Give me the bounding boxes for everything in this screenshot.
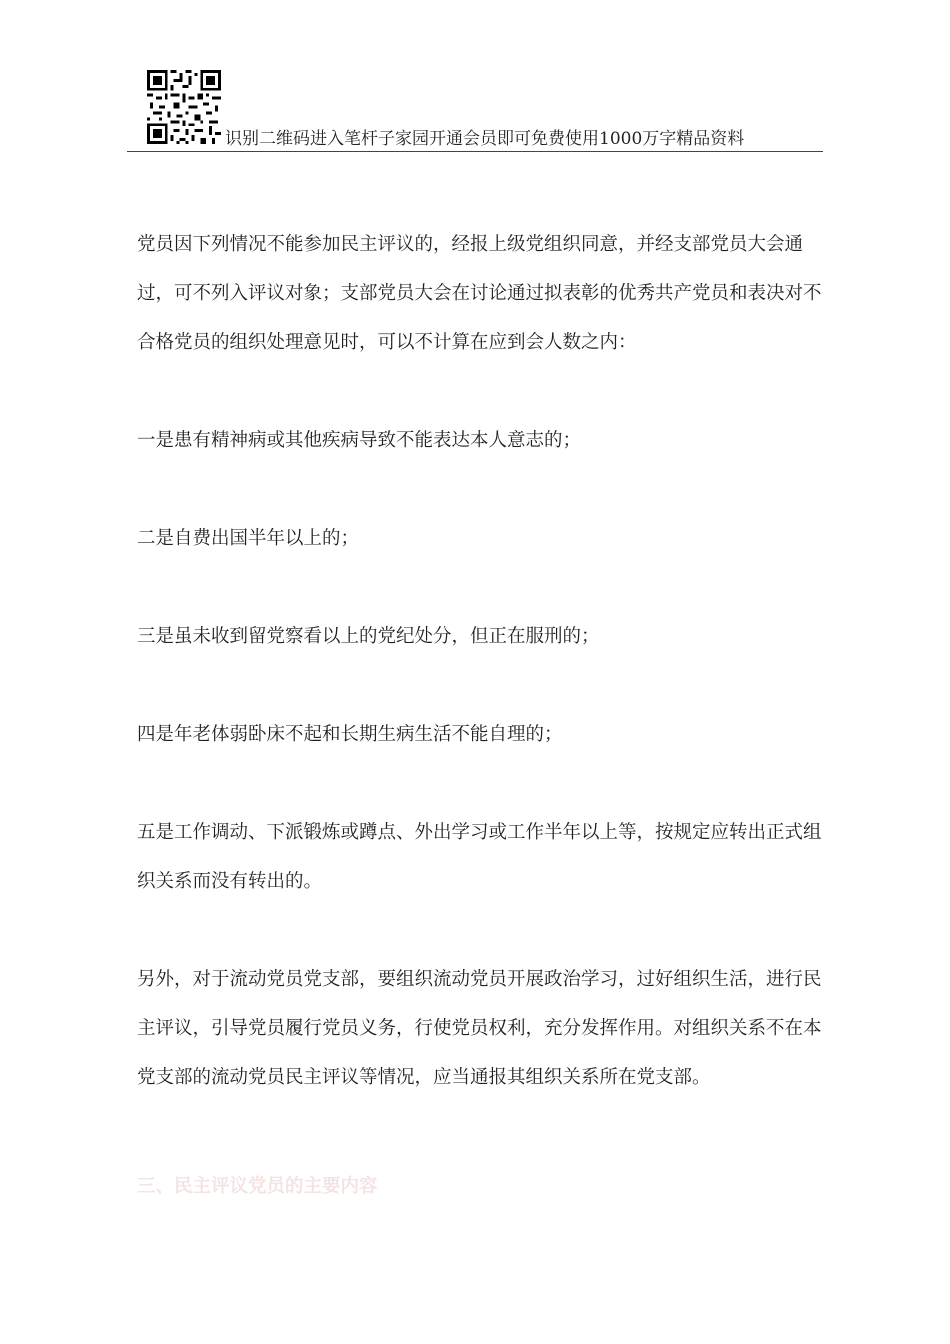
document-body bbox=[137, 220, 822, 1151]
header-divider bbox=[127, 151, 823, 152]
paragraph-item-2: 二是自费出国半年以上的； bbox=[137, 528, 360, 549]
page-header bbox=[127, 68, 823, 152]
section-heading: 三、民主评议党员的主要内容 bbox=[137, 1176, 378, 1197]
paragraph-item-1: 一是患有精神病或其他疾病导致不能表达本人意志的； bbox=[137, 430, 582, 451]
paragraph-item-5: 五是工作调动、下派锻炼或蹲点、外出学习或工作半年以上等，按规定应转出正式组织关系而没有转出的。 bbox=[137, 822, 822, 892]
paragraph-intro: 党员因下列情况不能参加民主评议的，经报上级党组织同意，并经支部党员大会通过，可不列入评议对象；支部党员大会在讨论通过拟表彰的优秀共产党员和表决对不合格党员的组织处理意见时，可以不计算在应到会人数之内： bbox=[137, 234, 822, 353]
paragraph-item-3: 三是虽未收到留党察看以上的党纪处分，但正在服刑的； bbox=[137, 626, 600, 647]
qr-code-icon[interactable] bbox=[147, 70, 221, 144]
paragraph-mobile-members: 另外，对于流动党员党支部，要组织流动党员开展政治学习，过好组织生活，进行民主评议，引导党员履行党员义务，行使党员权利，充分发挥作用。对组织关系不在本党支部的流动党员民主评议等情况，应当通报其组织关系所在党支部。 bbox=[137, 969, 822, 1088]
header-banner-text: 识别二维码进入笔杆子家园开通会员即可免费使用1000万字精品资料 bbox=[225, 129, 745, 149]
paragraph-item-4: 四是年老体弱卧床不起和长期生病生活不能自理的； bbox=[137, 724, 563, 745]
